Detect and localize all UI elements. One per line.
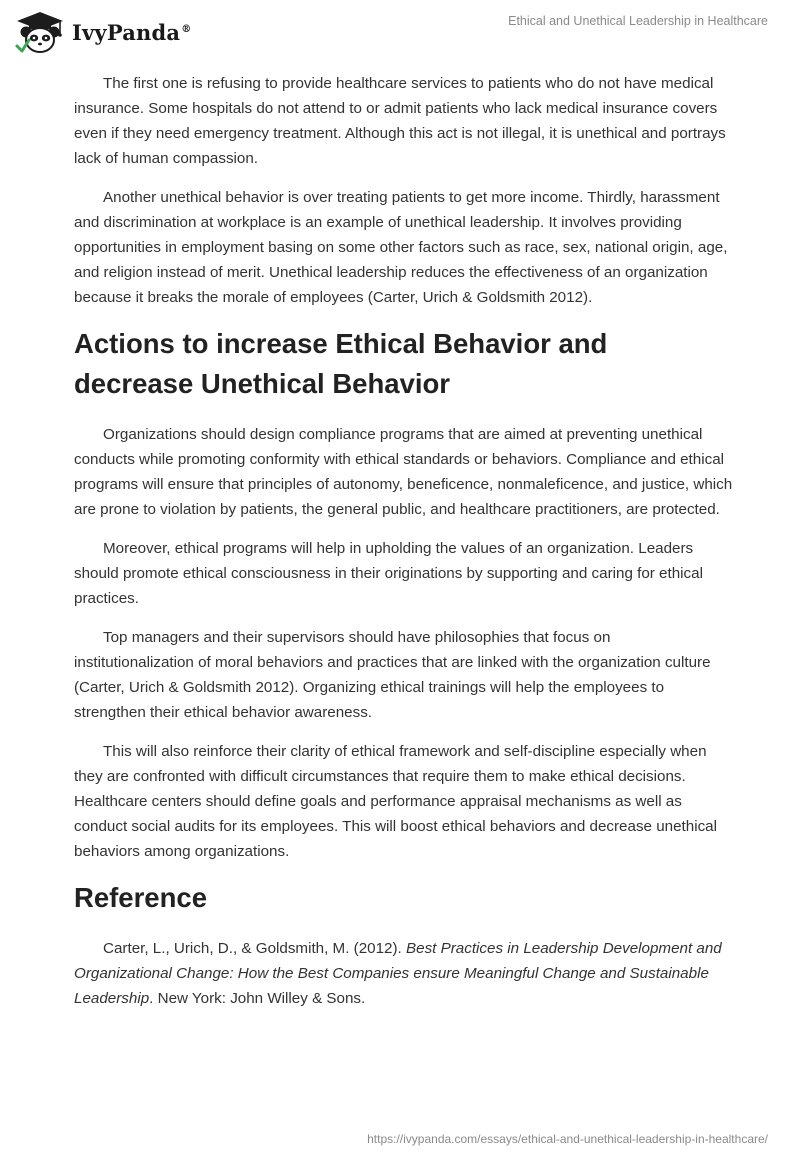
- registered-mark: ®: [181, 23, 192, 35]
- essay-body: [74, 71, 734, 1025]
- source-url[interactable]: https://ivypanda.com/essays/ethical-and-unethical-leadership-in-healthcare/: [367, 1132, 768, 1146]
- brand-name: IvyPanda®: [72, 19, 192, 45]
- section-heading-actions: Actions to increase Ethical Behavior and decrease Unethical Behavior: [74, 328, 608, 399]
- reference-title: Best Practices in Leadership Development and Organizational Change: How the Best Companies ensure Meaningful Change and Sustainable Leadership: [74, 940, 722, 1007]
- paragraph: Top managers and their supervisors should have philosophies that focus on institutionalization of moral behaviors and practices that are linked with the organization culture (Carter, Urich & Goldsmith 2012). Organizing ethical trainings will help the employees to strengthen their ethical behavior awareness.: [74, 629, 711, 721]
- section-heading-reference: Reference: [74, 882, 207, 913]
- paragraph: This will also reinforce their clarity of ethical framework and self-discipline especially when they are confronted with difficult circumstances that require them to make ethical decisions. Healthcare centers should define goals and performance appraisal mechanisms as well as conduct social audits for its employees. This will boost ethical behaviors and decrease unethical behaviors among organizations.: [74, 743, 718, 860]
- paragraph: The first one is refusing to provide healthcare services to patients who do not have medical insurance. Some hospitals do not attend to or admit patients who lack medical insurance covers even if they need emergency treatment. Although this act is not illegal, it is unethical and portrays lack of human compassion.: [74, 75, 726, 167]
- page-header: [0, 0, 800, 64]
- paragraph: Moreover, ethical programs will help in upholding the values of an organization. Leaders should promote ethical consciousness in their originations by supporting and caring for ethical practices.: [74, 540, 703, 607]
- panda-graduate-icon: [14, 10, 66, 54]
- reference-publisher: . New York: John Willey & Sons.: [149, 990, 366, 1007]
- ivypanda-logo[interactable]: [14, 10, 191, 54]
- reference-authors: Carter, L., Urich, D., & Goldsmith, M. (2012).: [103, 940, 406, 957]
- paragraph: Another unethical behavior is over treating patients to get more income. Thirdly, harassment and discrimination at workplace is an example of unethical leadership. It involves providing opportunities in employment basing on some other factors such as race, sex, national origin, age, and religion instead of merit. Unethical leadership reduces the effectiveness of an organization because it breaks the morale of employees (Carter, Urich & Goldsmith 2012).: [74, 189, 728, 306]
- document-title: Ethical and Unethical Leadership in Healthcare: [508, 14, 768, 28]
- paragraph: Organizations should design compliance programs that are aimed at preventing unethical conducts while promoting conformity with ethical standards or behaviors. Compliance and ethical programs will ensure that principles of autonomy, beneficence, nonmaleficence, and justice, which are prone to violation by patients, the general public, and healthcare practitioners, are protected.: [74, 426, 733, 518]
- reference-entry: [74, 936, 734, 1011]
